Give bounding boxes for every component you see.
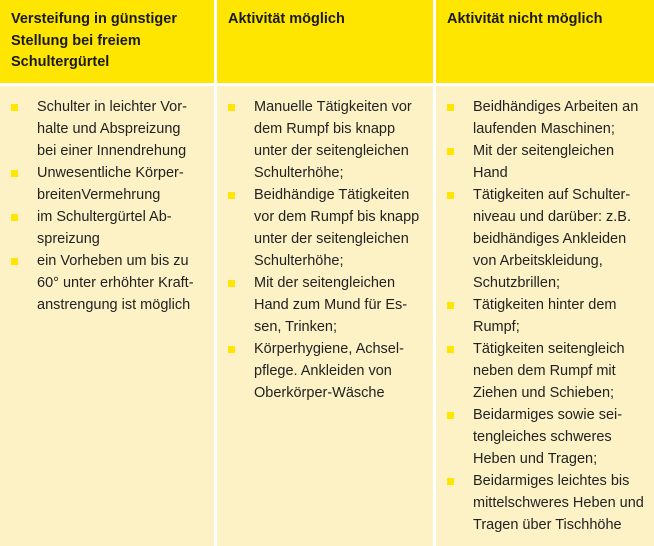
item-line: 60° unter erhöhter Kraft- xyxy=(37,275,194,291)
item-line: dem Rumpf bis knapp xyxy=(254,121,396,137)
item-line: Mit der seitengleichen xyxy=(254,275,396,291)
square-bullet-icon xyxy=(447,346,454,353)
item-line: Rumpf; xyxy=(473,319,520,335)
item-line: Hand zum Mund für Es- xyxy=(254,297,408,313)
item-line: laufenden Maschinen; xyxy=(473,121,615,137)
square-bullet-icon xyxy=(447,192,454,199)
item-line: Beidhändige Tätigkeiten xyxy=(254,187,410,203)
item-line: breitenVermehrung xyxy=(37,187,161,203)
list-item xyxy=(10,162,208,206)
square-bullet-icon xyxy=(447,104,454,111)
column-header xyxy=(436,0,654,83)
item-line: sen, Trinken; xyxy=(254,319,338,335)
item-line: halte und Abspreizung xyxy=(37,121,181,137)
item-line: Tragen über Tischhöhe xyxy=(473,517,622,533)
item-line: Beidarmiges leichtes bis xyxy=(473,473,630,489)
item-line: mittelschweres Heben und xyxy=(473,495,644,511)
column-body xyxy=(217,86,433,546)
column-versteifung xyxy=(0,0,214,546)
item-line: Beidarmiges sowie sei- xyxy=(473,407,623,423)
item-line: Beidhändiges Arbeiten an xyxy=(473,99,639,115)
list-item xyxy=(446,96,648,140)
item-line: Schulter in leichter Vor- xyxy=(37,99,187,115)
square-bullet-icon xyxy=(228,280,235,287)
item-line: Heben und Tragen; xyxy=(473,451,598,467)
list-item xyxy=(446,338,648,404)
list-item xyxy=(446,404,648,470)
square-bullet-icon xyxy=(11,104,18,111)
list-item xyxy=(227,184,427,272)
list-item xyxy=(10,250,208,316)
square-bullet-icon xyxy=(228,346,235,353)
square-bullet-icon xyxy=(11,258,18,265)
square-bullet-icon xyxy=(11,170,18,177)
column-header xyxy=(217,0,433,83)
item-line: bei einer Innendrehung xyxy=(37,143,187,159)
list-item xyxy=(446,140,648,184)
item-line: anstrengung ist möglich xyxy=(37,297,191,313)
item-line: spreizung xyxy=(37,231,100,247)
item-line: Schulterhöhe; xyxy=(254,253,344,269)
list-item xyxy=(227,338,427,404)
item-line: im Schultergürtel Ab- xyxy=(37,209,172,225)
item-line: pflege. Ankleiden von xyxy=(254,363,392,379)
list-item xyxy=(227,272,427,338)
list-item xyxy=(446,470,648,536)
header-line: Schultergürtel xyxy=(11,54,110,70)
list-item xyxy=(227,96,427,184)
item-line: unter der seitengleichen xyxy=(254,143,409,159)
item-line: Körperhygiene, Achsel- xyxy=(254,341,404,357)
column-body xyxy=(436,86,654,546)
item-line: neben dem Rumpf mit xyxy=(473,363,616,379)
item-line: Tätigkeiten seitengleich xyxy=(473,341,625,357)
column-header xyxy=(0,0,214,83)
column-aktivitaet-moeglich xyxy=(214,0,433,546)
header-line: Aktivität möglich xyxy=(228,11,345,27)
item-line: ein Vorheben um bis zu xyxy=(37,253,189,269)
item-line: von Arbeitskleidung, xyxy=(473,253,603,269)
item-line: Schutzbrillen; xyxy=(473,275,561,291)
item-line: Unwesentliche Körper- xyxy=(37,165,184,181)
list-item xyxy=(446,184,648,294)
item-line: Mit der seitengleichen xyxy=(473,143,615,159)
square-bullet-icon xyxy=(447,148,454,155)
list-item xyxy=(446,294,648,338)
square-bullet-icon xyxy=(11,214,18,221)
header-line: Versteifung in günstiger xyxy=(11,11,177,27)
header-line: Aktivität nicht möglich xyxy=(447,11,603,27)
item-line: niveau und darüber: z.B. xyxy=(473,209,631,225)
item-line: vor dem Rumpf bis knapp xyxy=(254,209,420,225)
item-line: Oberkörper-Wäsche xyxy=(254,385,385,401)
bullet-list xyxy=(10,96,208,316)
list-item xyxy=(10,206,208,250)
square-bullet-icon xyxy=(228,192,235,199)
square-bullet-icon xyxy=(447,478,454,485)
item-line: tengleiches schweres xyxy=(473,429,612,445)
item-line: Hand xyxy=(473,165,508,181)
square-bullet-icon xyxy=(447,412,454,419)
header-line: Stellung bei freiem xyxy=(11,32,141,49)
square-bullet-icon xyxy=(447,302,454,309)
item-line: Ziehen und Schieben; xyxy=(473,385,615,401)
bullet-list xyxy=(227,96,427,404)
square-bullet-icon xyxy=(228,104,235,111)
item-line: Tätigkeiten hinter dem xyxy=(473,297,617,313)
bullet-list xyxy=(446,96,648,536)
column-body xyxy=(0,86,214,546)
item-line: Manuelle Tätigkeiten vor xyxy=(254,99,412,115)
list-item xyxy=(10,96,208,162)
column-aktivitaet-nicht-moeglich xyxy=(433,0,654,546)
item-line: beidhändiges Ankleiden xyxy=(473,231,627,247)
item-line: unter der seitengleichen xyxy=(254,231,409,247)
item-line: Tätigkeiten auf Schulter- xyxy=(473,187,631,203)
item-line: Schulterhöhe; xyxy=(254,165,344,181)
